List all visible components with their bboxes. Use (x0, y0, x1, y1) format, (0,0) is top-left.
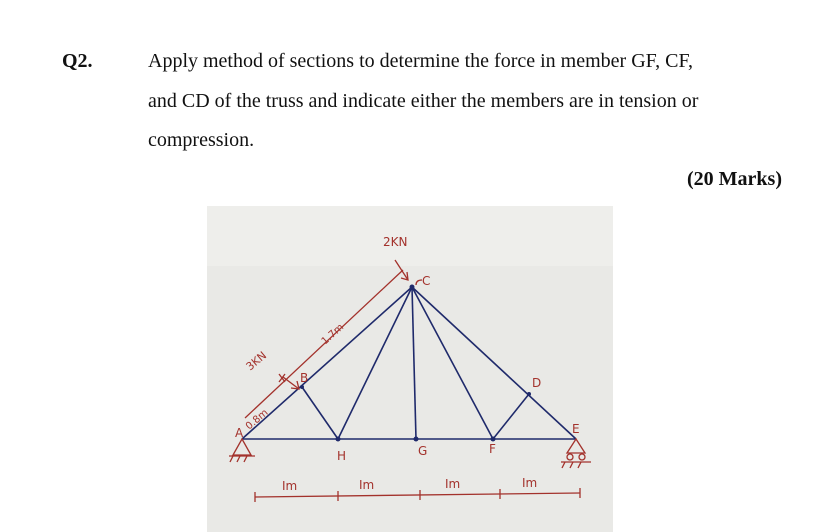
joint-B (300, 385, 304, 389)
node-label-a: A (235, 426, 244, 440)
question-number: Q2. (62, 50, 93, 72)
dimension-label-end: 0.8m (243, 407, 271, 433)
span-label-2: Im (359, 478, 375, 492)
question-text-line-1: Apply method of sections to determine the force in member GF, CF, (148, 50, 694, 72)
span-label-1: Im (282, 479, 298, 493)
node-label-d: D (532, 376, 542, 390)
truss-diagram (207, 206, 613, 532)
dimension-label-top-chord: 1.7m (319, 321, 347, 348)
span-label-4: Im (522, 476, 538, 490)
node-label-h: H (337, 449, 347, 463)
load-label-top: 2KN (383, 235, 408, 249)
span-label-3: Im (445, 477, 461, 491)
joint-D (527, 392, 531, 396)
question-text-line-2: and CD of the truss and indicate either the members are in tension or (148, 90, 699, 112)
node-label-c: C (422, 274, 431, 288)
joint-H (336, 437, 341, 442)
node-label-g: G (418, 444, 428, 458)
node-label-f: F (489, 442, 496, 456)
question-text-line-3: compression. (148, 129, 255, 151)
load-label-left: 3KN (243, 348, 270, 374)
node-label-e: E (572, 422, 580, 436)
joint-C (410, 285, 415, 290)
joint-F (491, 437, 496, 442)
joint-G (414, 437, 419, 442)
marks-label: (20 Marks) (687, 168, 782, 190)
truss-sketch-photo (207, 206, 613, 532)
node-label-b: B (300, 371, 309, 385)
